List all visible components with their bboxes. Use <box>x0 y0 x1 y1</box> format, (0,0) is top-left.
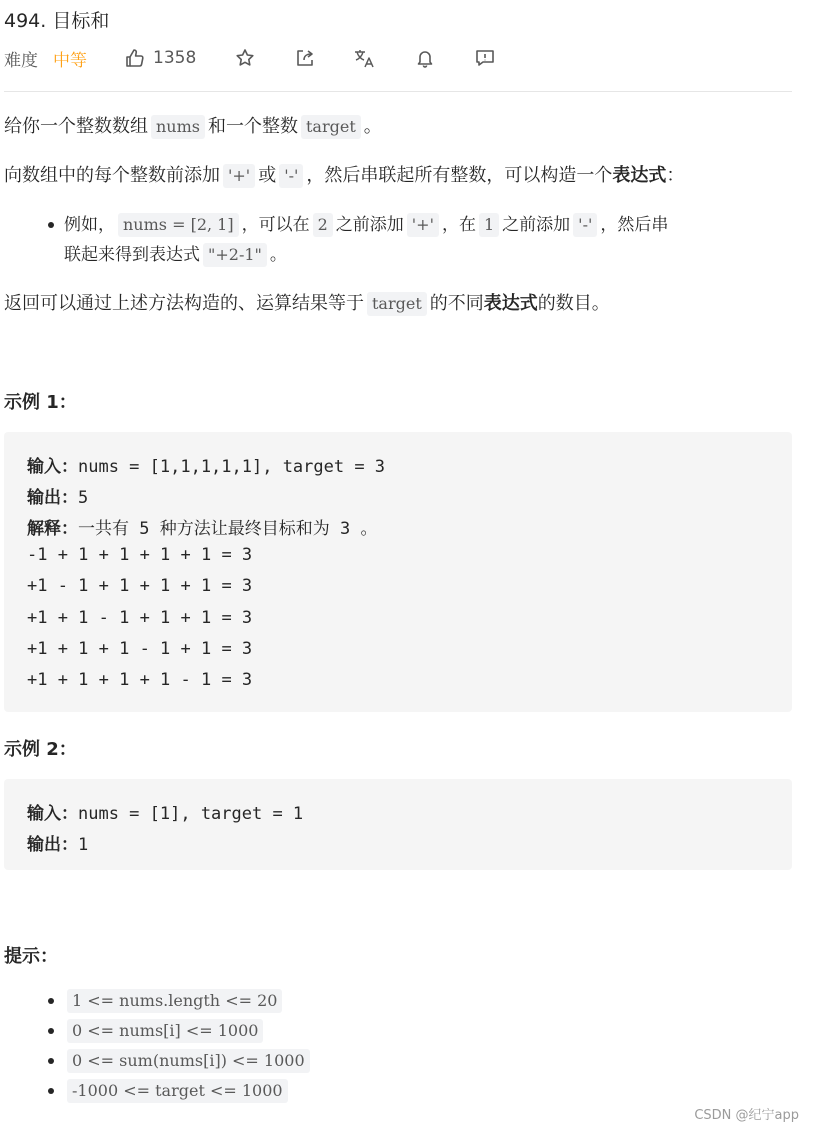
list-bullet <box>48 1058 54 1064</box>
input-value: nums = [1,1,1,1,1], target = 3 <box>78 457 386 477</box>
divider <box>4 91 792 92</box>
feedback-icon <box>475 48 495 68</box>
output-label: 输出： <box>27 835 78 855</box>
difficulty-badge: 中等 <box>53 50 87 71</box>
inline-code: nums <box>151 115 205 139</box>
watermark: CSDN @纪宁app <box>694 1108 799 1123</box>
text: 向数组中的每个整数前添加 <box>4 165 220 186</box>
hints-heading: 提示： <box>4 946 58 967</box>
text: 联起来得到表达式 <box>64 245 200 265</box>
problem-title: 494. 目标和 <box>4 10 110 32</box>
inline-code: 0 <= sum(nums[i]) <= 1000 <box>67 1049 310 1073</box>
output-value: 1 <box>78 835 89 855</box>
hint-item <box>64 1018 266 1044</box>
example-output-line <box>27 483 88 508</box>
text: 和一个整数 <box>208 116 298 137</box>
inline-code: "+2-1" <box>203 243 267 267</box>
inline-code: '-' <box>279 164 303 188</box>
list-bullet <box>48 222 54 228</box>
bold-text: 表达式 <box>483 293 538 314</box>
expression-line: +1 + 1 - 1 + 1 + 1 = 3 <box>27 608 253 628</box>
inline-code: '-' <box>573 213 597 237</box>
input-label: 输入： <box>27 804 78 824</box>
example-explanation-line <box>27 514 377 539</box>
explain-label: 解释： <box>27 519 78 539</box>
example-list-item-line-2 <box>64 242 287 268</box>
inline-code: '+' <box>223 164 255 188</box>
description-paragraph-1 <box>4 114 382 140</box>
text: ，然后串联起所有整数，可以构造一个 <box>306 165 613 186</box>
explain-number: 5 <box>129 519 160 539</box>
text: 返回可以通过上述方法构造的、运算结果等于 <box>4 293 364 314</box>
inline-code: -1000 <= target <= 1000 <box>67 1079 288 1103</box>
text: 。 <box>269 245 287 265</box>
inline-code: 0 <= nums[i] <= 1000 <box>67 1019 263 1043</box>
inline-code: target <box>301 115 361 139</box>
text: 例如， <box>64 215 115 235</box>
inline-code: '+' <box>407 213 439 237</box>
share-button[interactable] <box>294 47 316 69</box>
share-icon <box>295 48 315 68</box>
inline-code: 1 <box>479 213 499 237</box>
text: 给你一个整数数组 <box>4 116 148 137</box>
text: 的数目。 <box>537 293 610 314</box>
example-input-line <box>27 452 385 477</box>
inline-code: 2 <box>313 213 333 237</box>
hint-item <box>64 988 285 1014</box>
text: ，在 <box>441 215 476 235</box>
text: 的不同 <box>429 293 484 314</box>
like-count: 1358 <box>153 48 197 68</box>
translate-icon <box>354 48 376 68</box>
expression-line: +1 - 1 + 1 + 1 + 1 = 3 <box>27 576 253 596</box>
example-input-line <box>27 799 303 824</box>
bell-icon <box>415 48 435 68</box>
text: 。 <box>363 116 382 137</box>
hint-item <box>64 1078 291 1104</box>
example-list-item-line-1 <box>64 212 668 238</box>
example-output-line <box>27 830 88 855</box>
description-paragraph-2 <box>4 163 684 189</box>
text: ，然后串 <box>600 215 669 235</box>
expression-line: +1 + 1 + 1 + 1 - 1 = 3 <box>27 670 253 690</box>
explain-number: 3 <box>329 519 361 539</box>
example-2-code-block <box>4 779 792 870</box>
like-button[interactable] <box>125 48 196 68</box>
expression-line: +1 + 1 + 1 - 1 + 1 = 3 <box>27 639 253 659</box>
text: ，可以在 <box>241 215 310 235</box>
star-icon <box>235 48 255 68</box>
example-1-code-block <box>4 432 792 712</box>
explain-text: 种方法让最终目标和为 <box>159 519 330 539</box>
text: 或 <box>258 165 277 186</box>
inline-code: target <box>367 292 427 316</box>
list-bullet <box>48 1088 54 1094</box>
explain-text: 一共有 <box>78 519 129 539</box>
bold-text: 表达式 <box>612 165 667 186</box>
expression-line: -1 + 1 + 1 + 1 + 1 = 3 <box>27 545 253 565</box>
problem-meta-bar <box>4 45 496 71</box>
output-label: 输出： <box>27 488 78 508</box>
notify-button[interactable] <box>414 47 436 69</box>
input-value: nums = [1], target = 1 <box>78 804 304 824</box>
explain-text: 。 <box>360 519 378 539</box>
text: 之前添加 <box>502 215 571 235</box>
inline-code: 1 <= nums.length <= 20 <box>67 989 282 1013</box>
hint-item <box>64 1048 313 1074</box>
translate-button[interactable] <box>354 47 376 69</box>
text: ： <box>666 165 685 186</box>
favorite-button[interactable] <box>234 47 256 69</box>
output-value: 5 <box>78 488 89 508</box>
thumbs-up-icon <box>125 48 145 68</box>
text: 之前添加 <box>335 215 404 235</box>
feedback-button[interactable] <box>474 47 496 69</box>
example-1-heading: 示例 1： <box>4 392 77 413</box>
example-2-heading: 示例 2： <box>4 739 77 760</box>
difficulty-label: 难度 <box>4 50 38 71</box>
list-bullet <box>48 998 54 1004</box>
input-label: 输入： <box>27 457 78 477</box>
list-bullet <box>48 1028 54 1034</box>
inline-code: nums = [2, 1] <box>118 213 239 237</box>
description-paragraph-3 <box>4 291 610 317</box>
